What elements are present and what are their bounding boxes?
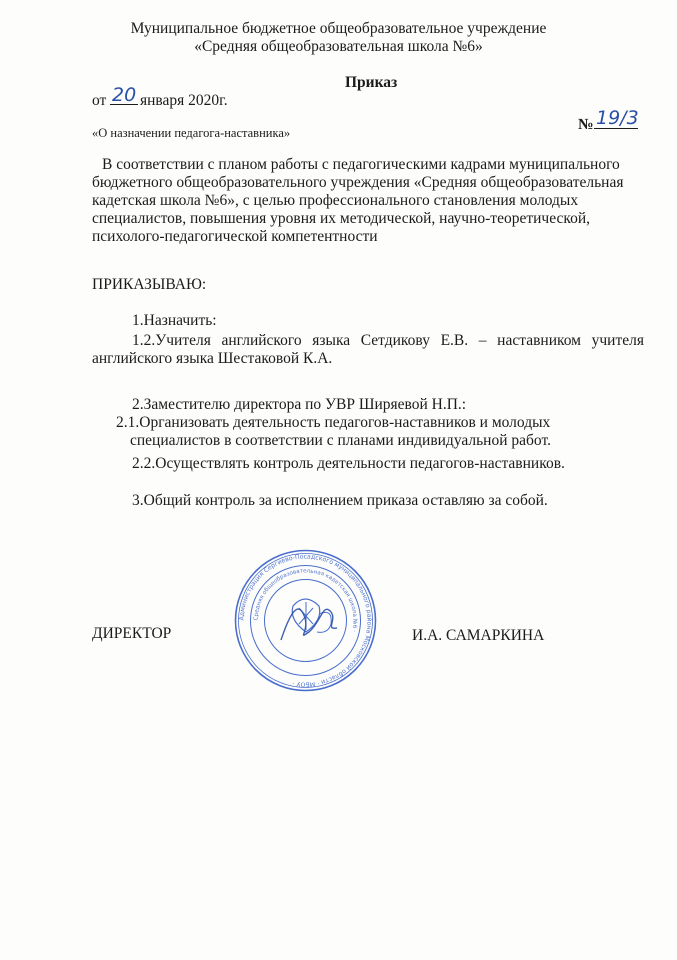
order-number-underline: [594, 128, 638, 129]
item-2-1-line-2: специалистов в соответствии с планами индивидуальной работ.: [130, 432, 551, 449]
preamble-line-4: специалистов, повышения уровня их методической, научно-теоретической,: [92, 210, 590, 227]
order-number-prefix: №: [578, 116, 594, 133]
preamble-line-1: В соответствии с планом работы с педагогическими кадрами муниципального: [102, 156, 620, 173]
item-1-2-line-2: английского языка Шестаковой К.А.: [92, 350, 333, 367]
director-title: ДИРЕКТОР: [92, 625, 172, 642]
item-2: 2.Заместителю директора по УВР Ширяевой Н.П.:: [132, 396, 467, 413]
preamble-line-5: психолого-педагогической компетентности: [92, 228, 378, 245]
date-day-handwritten: 20: [112, 84, 137, 106]
school-name-line-2: «Средняя общеобразовательная школа №6»: [194, 38, 483, 55]
stamp-outer-text: Администрация Сергиево-Посадского муниципального района Московской области · МБОУ ·: [238, 553, 373, 688]
director-name: И.А. САМАРКИНА: [412, 627, 545, 644]
item-2-2: 2.2.Осуществлять контроль деятельности педагогов-наставников.: [132, 455, 565, 472]
stamp-inner-text: Средняя общеобразовательная кадетская школа №6 ·: [253, 568, 358, 633]
date-underline: [110, 104, 138, 105]
item-3: 3.Общий контроль за исполнением приказа оставляю за собой.: [132, 492, 548, 509]
order-title: Приказ: [345, 74, 398, 91]
item-1: 1.Назначить:: [132, 312, 217, 329]
preamble-line-2: бюджетного общеобразовательного учреждения «Средняя общеобразовательная: [92, 174, 624, 191]
item-1-2-line-1: 1.2.Учителя английского языка Сетдикову Е.В. – наставником учителя: [132, 332, 644, 349]
item-2-1-line-1: 2.1.Организовать деятельность педагогов-наставников и молодых: [116, 414, 551, 431]
official-stamp: [233, 548, 378, 693]
date-prefix: от: [92, 92, 107, 109]
order-number-handwritten: 19/3: [596, 107, 639, 129]
order-subject: «О назначении педагога-наставника»: [92, 126, 291, 140]
date-rest: января 2020г.: [140, 92, 228, 109]
preamble-line-3: кадетская школа №6», с целью профессионального становления молодых: [92, 192, 579, 209]
school-name-line-1: Муниципальное бюджетное общеобразовательное учреждение: [130, 20, 547, 37]
order-word: ПРИКАЗЫВАЮ:: [92, 276, 207, 293]
